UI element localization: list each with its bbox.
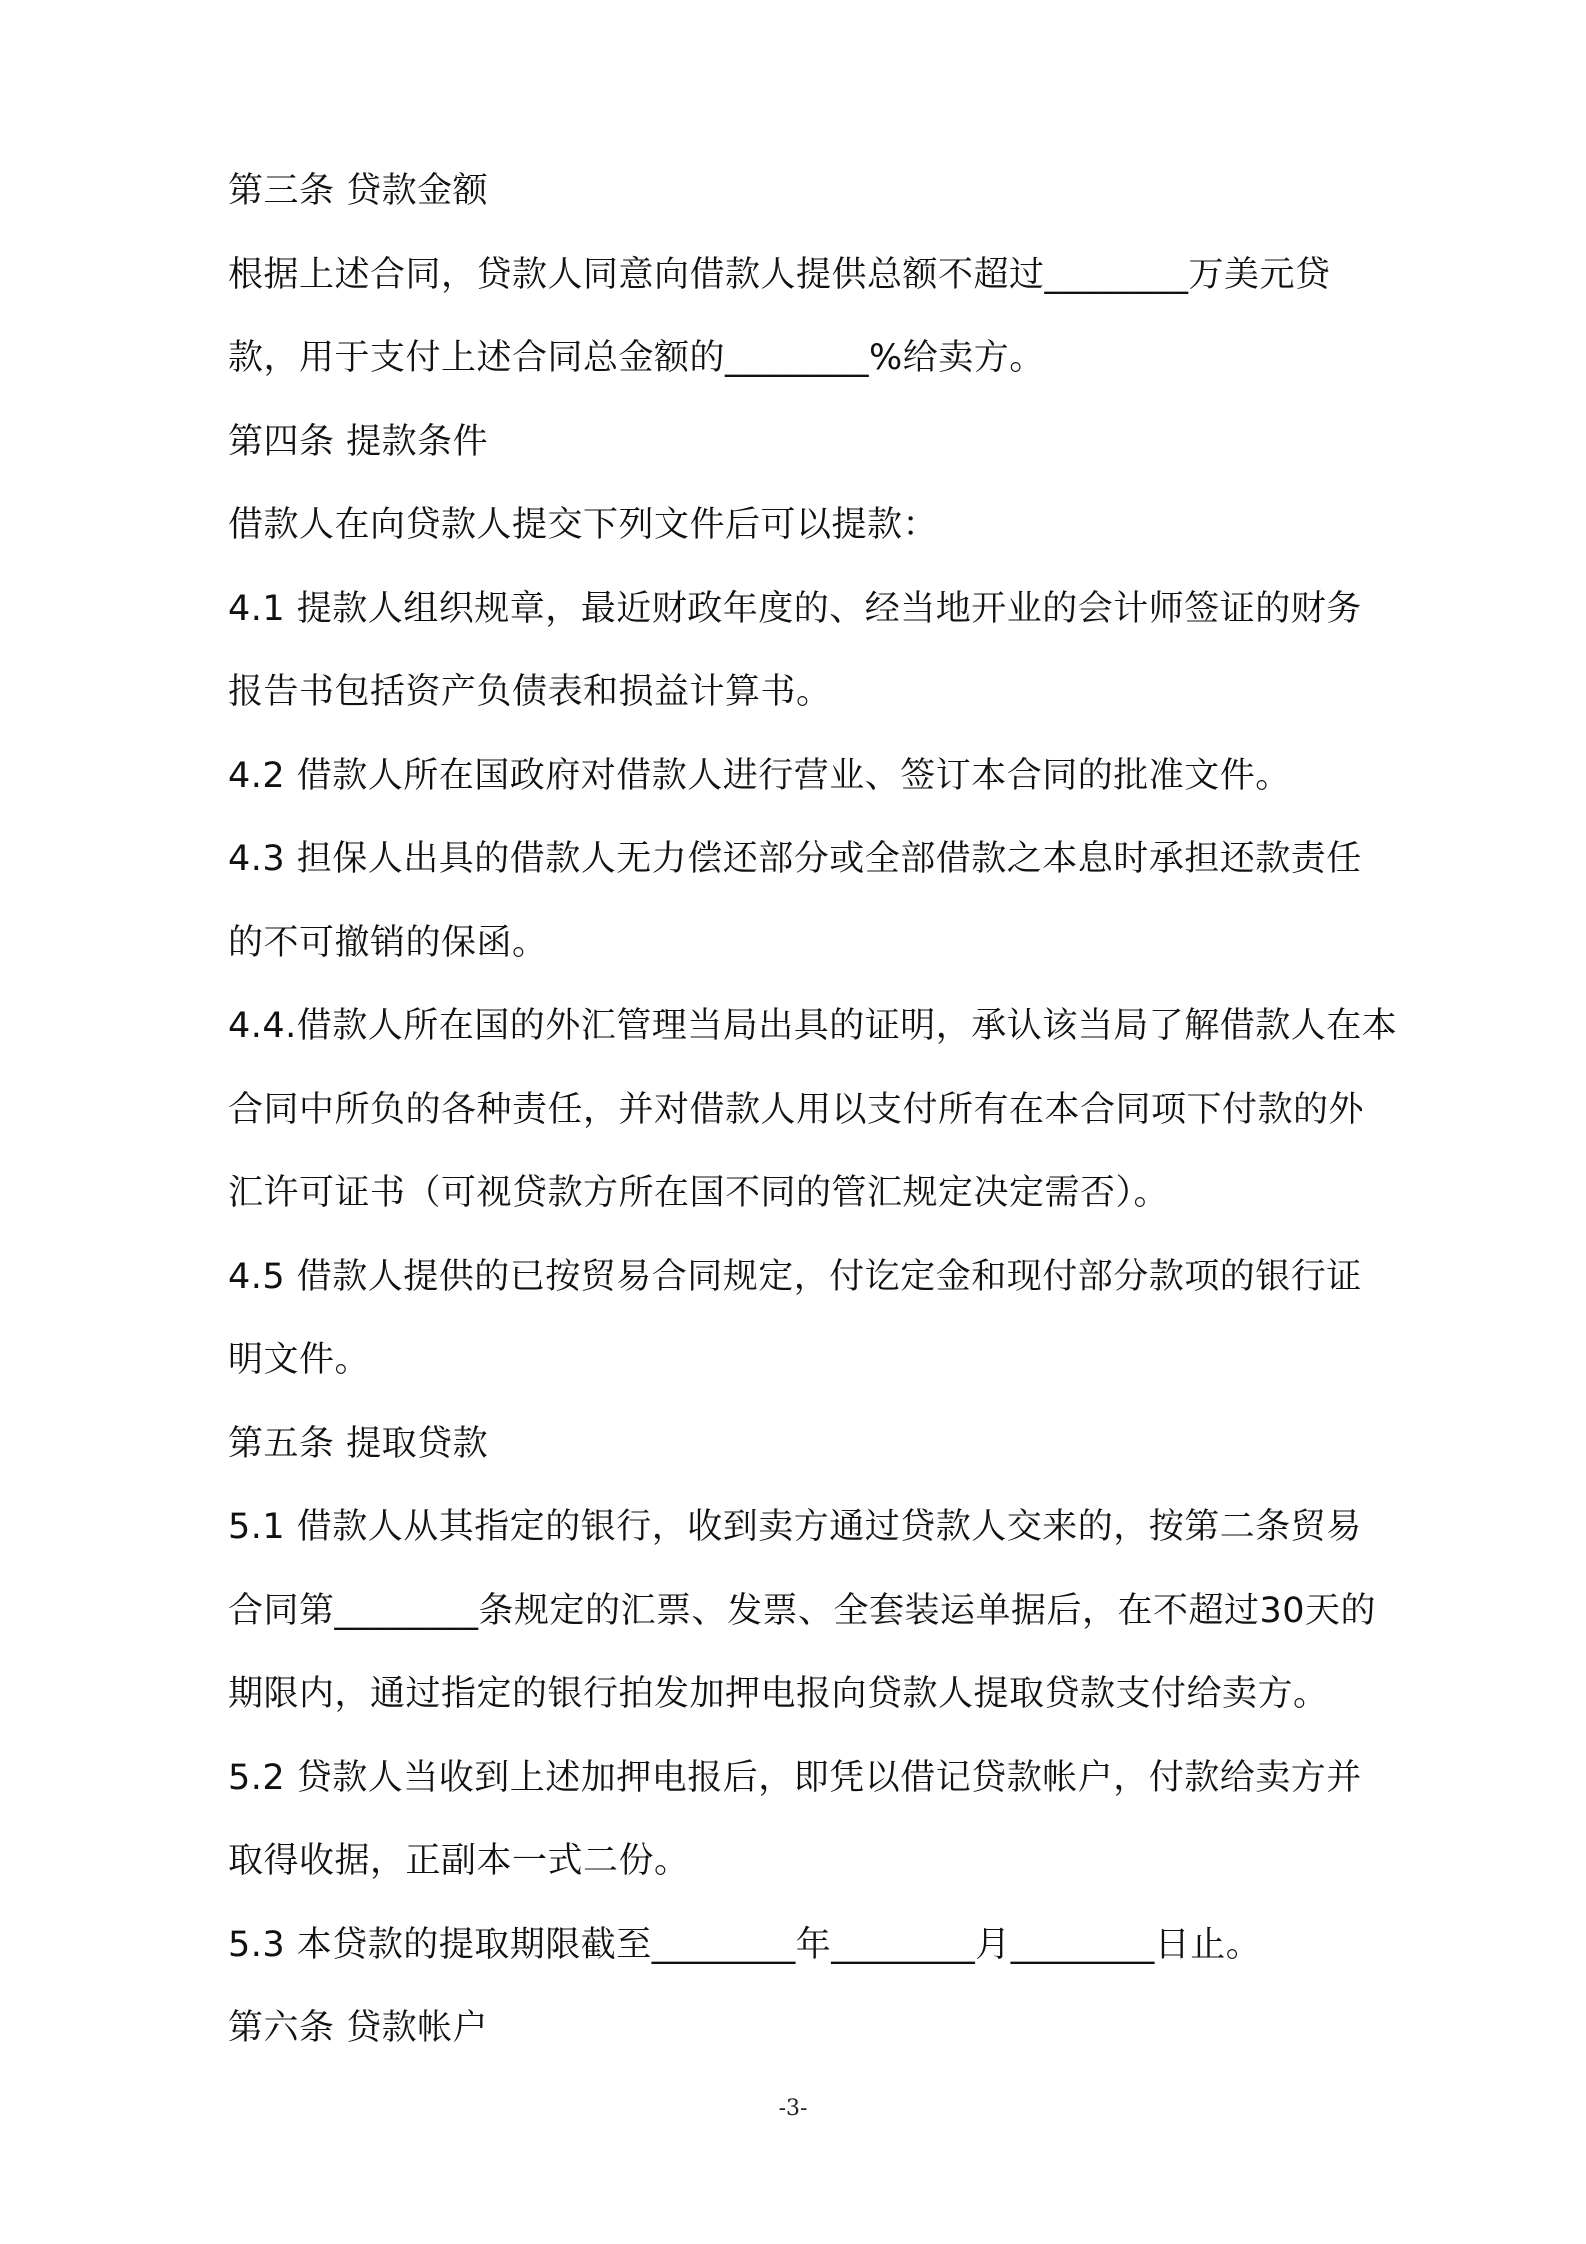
paragraph-line: 明文件。 (228, 1340, 371, 1380)
clause-5-2: 5.2 贷款人当收到上述加押电报后，即凭以借记贷款帐户，付款给卖方并 (228, 1757, 1362, 1798)
paragraph-line: 合同中所负的各种责任，并对借款人用以支付所有在本合同项下付款的外 (228, 1089, 1365, 1130)
clause-5-1: 5.1 借款人从其指定的银行，收到卖方通过贷款人交来的，按第二条贸易 (228, 1507, 1362, 1547)
paragraph-line: 汇许可证书（可视贷款方所在国不同的管汇规定决定需否）。 (228, 1173, 1170, 1213)
document-body (228, 150, 1448, 2071)
paragraph-line: 根据上述合同，贷款人同意向借款人提供总额不超过________万美元贷 (228, 254, 1331, 295)
clause-5-3: 5.3 本贷款的提取期限截至________年________月________日止。 (228, 1924, 1262, 1965)
article-4-heading: 第四条 提款条件 (228, 421, 489, 462)
article-3-heading: 第三条 贷款金额 (228, 171, 489, 211)
paragraph-line: 报告书包括资产负债表和损益计算书。 (228, 672, 832, 712)
paragraph-line: 款，用于支付上述合同总金额的________%给卖方。 (228, 338, 1045, 378)
paragraph-line: 取得收据，正副本一式二份。 (228, 1841, 690, 1881)
clause-4-3: 4.3 担保人出具的借款人无力偿还部分或全部借款之本息时承担还款责任 (228, 839, 1362, 879)
page-number: -3- (778, 2096, 808, 2121)
clause-4-4: 4.4.借款人所在国的外汇管理当局出具的证明，承认该当局了解借款人在本 (228, 1006, 1398, 1046)
paragraph-line: 合同第________条规定的汇票、发票、全套装运单据后，在不超过30天的 (228, 1590, 1377, 1631)
clause-4-2: 4.2 借款人所在国政府对借款人进行营业、签订本合同的批准文件。 (228, 755, 1291, 796)
paragraph-line: 期限内，通过指定的银行拍发加押电报向贷款人提取贷款支付给卖方。 (228, 1674, 1329, 1714)
clause-4-5: 4.5 借款人提供的已按贸易合同规定，付讫定金和现付部分款项的银行证 (228, 1256, 1362, 1297)
article-5-heading: 第五条 提取贷款 (228, 1423, 489, 1464)
clause-4-1: 4.1 提款人组织规章，最近财政年度的、经当地开业的会计师签证的财务 (228, 588, 1362, 629)
paragraph-line: 的不可撤销的保函。 (228, 922, 548, 963)
paragraph-line: 借款人在向贷款人提交下列文件后可以提款： (228, 505, 939, 545)
article-6-heading: 第六条 贷款帐户 (228, 2008, 489, 2048)
